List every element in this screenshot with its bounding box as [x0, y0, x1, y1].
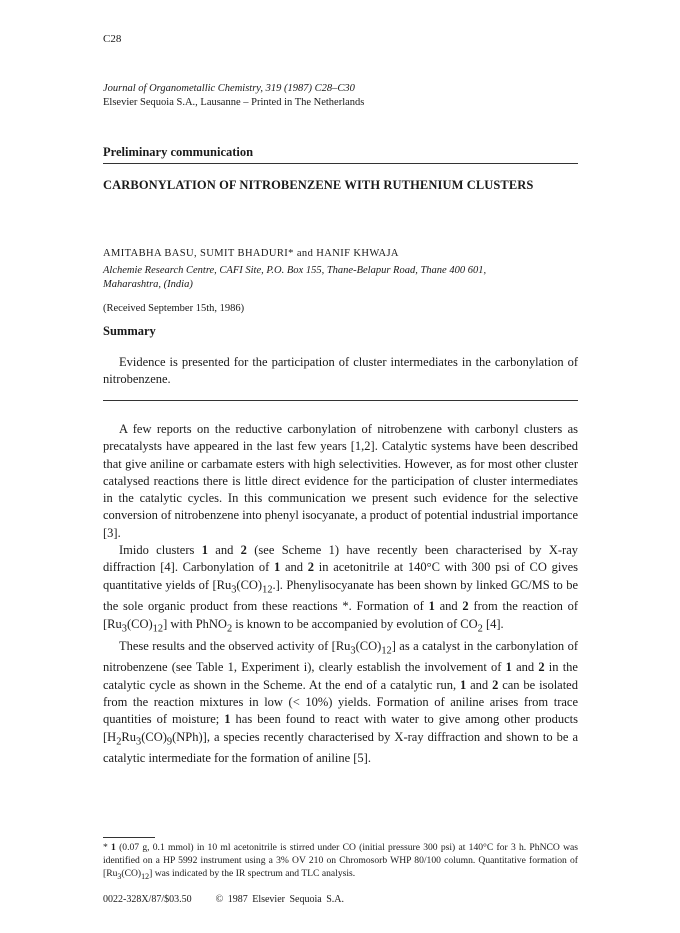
header-rule	[103, 163, 578, 164]
body-paragraph: These results and the observed activity of $[Ru_3(CO)_{12}]$ as a catalyst in the carbonylation of nitrobenzene (see Table 1, Experiment i), clearly establish the involvement of 1 and 2 in the catalytic cycle as shown in the Scheme. At the end of a catalytic run, 1 and 2 can be isolated from the reaction mixtures in low (< 10%) yields. Formation of aniline arises from trace quantities of moisture; 1 has been found to react with water to give among other products $[H_2Ru_3(CO)_9(NPh)]$, a species recently characterised by X-ray diffraction and shown to be a catalytic intermediate for the formation of aniline [5].	[103, 638, 579, 766]
page-footer	[103, 894, 344, 905]
author-list: AMITABHA BASU, SUMIT BHADURI* and HANIF KHWAJA	[103, 248, 399, 259]
affiliation-line: Alchemie Research Centre, CAFI Site, P.O. Box 155, Thane-Belapur Road, Thane 400 601,	[103, 265, 487, 276]
issn-price-code: 0022-328X/87/$03.50	[103, 894, 192, 905]
footnote: * 1 (0.07 g, 0.1 mmol) in 10 ml acetonitrile is stirred under CO (initial pressure 300 psi) at 140°C for 3 h. PhNCO was identified on a HP 5992 instrument using a 3% OV 210 on Chromosorb WHP 80/100 column. Quantitative formation of $[Ru_3(CO)_{12}]$ was indicated by the IR spectrum and TLC analysis.	[103, 842, 578, 881]
summary-text: Evidence is presented for the participation of cluster intermediates in the carbonylation of nitrobenzene.	[103, 355, 578, 386]
journal-header	[103, 82, 364, 110]
article-body	[103, 421, 578, 768]
affiliation	[103, 264, 583, 292]
summary-rule	[103, 400, 578, 401]
article-title: CARBONYLATION OF NITROBENZENE WITH RUTHENIUM CLUSTERS	[103, 178, 534, 192]
received-date: (Received September 15th, 1986)	[103, 303, 245, 314]
page-number: C28	[103, 33, 122, 45]
body-paragraph: A few reports on the reductive carbonylation of nitrobenzene with carbonyl clusters as precatalysts have appeared in the last few years [1,2]. Catalytic systems have been described that give aniline or carbamate esters with high selectivities. However, as for most other cluster catalysed reactions there is little direct evidence for the participation of cluster intermediates in the catalytic cycles. In this communication we present such evidence for the selective conversion of nitrobenzene into phenyl isocyanate, a product of potential industrial importance [3].	[103, 422, 578, 540]
body-paragraph: Imido clusters 1 and 2 (see Scheme 1) have recently been characterised by X-ray diffraction [4]. Carbonylation of 1 and 2 in acetonitrile at 140°C with 300 psi of CO gives quantitative yields of $[Ru_3(CO)_{12}.]$. Phenylisocyanate has been shown by linked GC/MS to be the sole organic product from these reactions *. Formation of 1 and 2 from the reaction of $[Ru_3(CO)_{12}]$ with PhNO$_2$ is known to be accompanied by evolution of $CO_2$ [4].	[103, 543, 578, 635]
section-label: Preliminary communication	[103, 145, 254, 159]
journal-citation: Journal of Organometallic Chemistry, 319 (1987) C28–C30	[103, 83, 355, 94]
publisher-line: Elsevier Sequoia S.A., Lausanne – Printed in The Netherlands	[103, 97, 365, 108]
footnote-rule	[103, 837, 155, 838]
copyright-notice: © 1987 Elsevier Sequoia S.A.	[215, 894, 344, 905]
summary-heading: Summary	[103, 324, 156, 338]
affiliation-line: Maharashtra, (India)	[103, 279, 193, 290]
